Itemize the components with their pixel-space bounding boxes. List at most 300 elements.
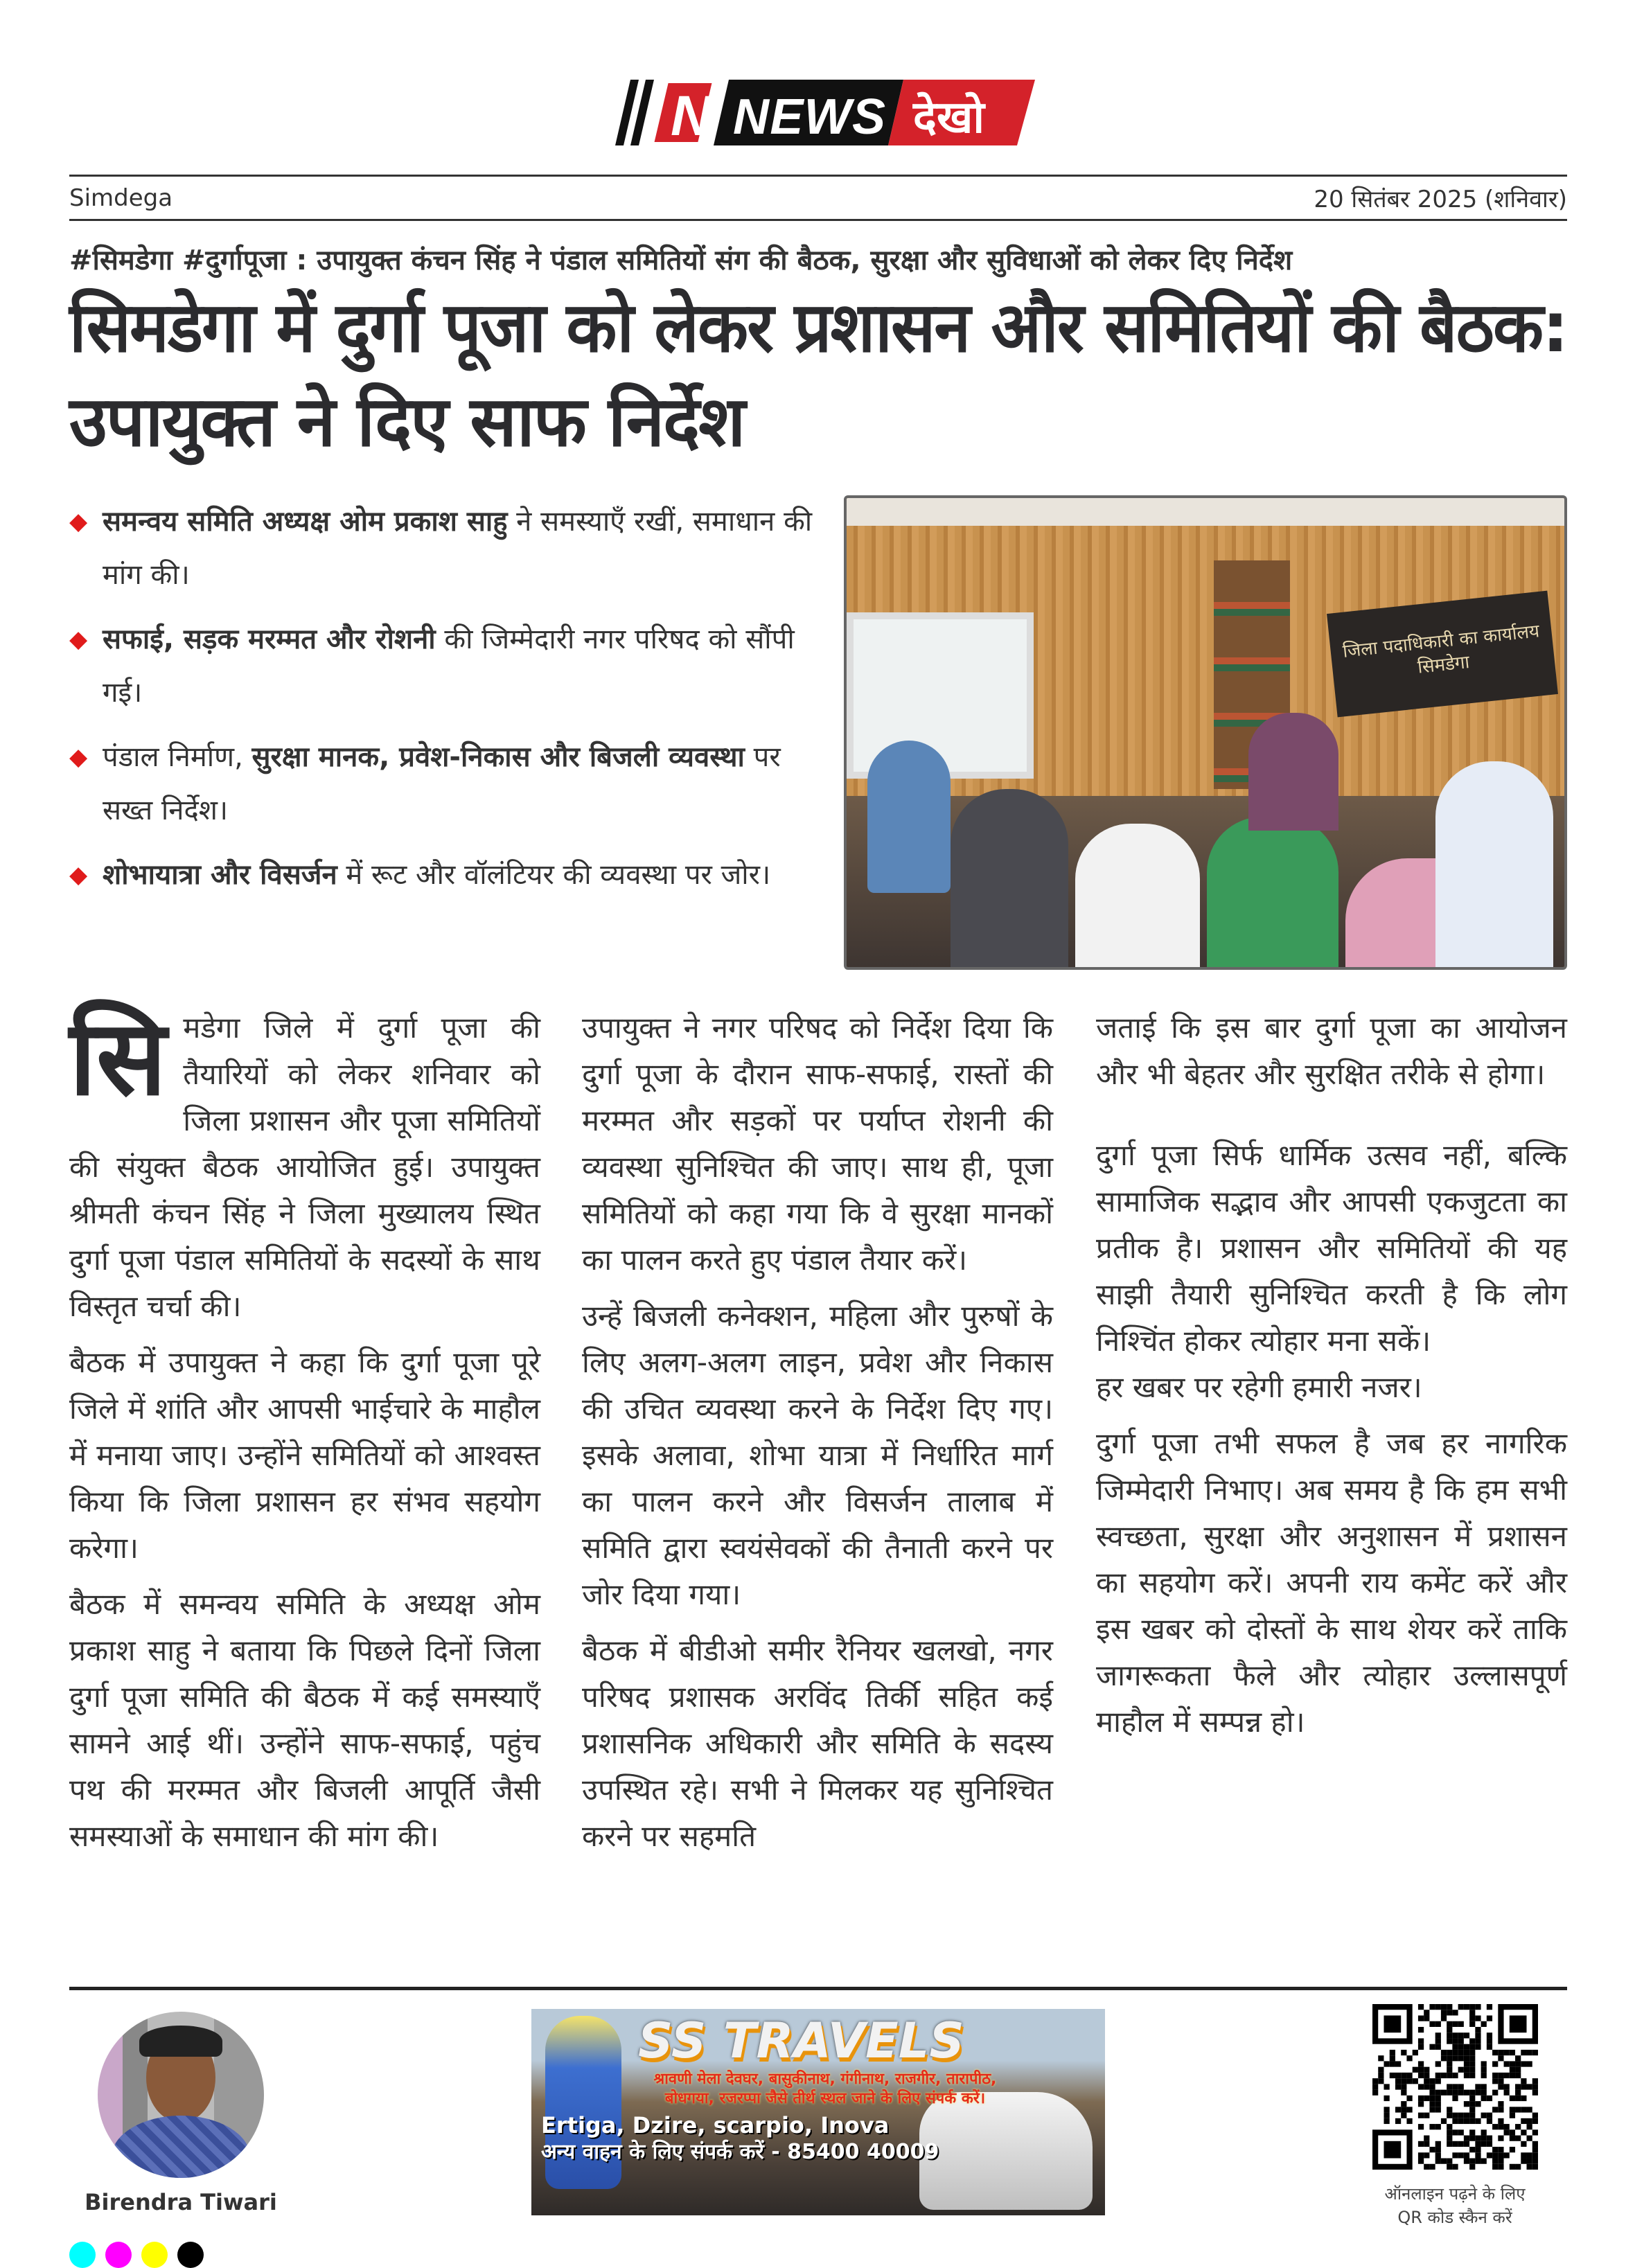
- qr-module: [1487, 2015, 1492, 2021]
- qr-module: [1458, 2067, 1464, 2073]
- qr-module: [1429, 2090, 1435, 2096]
- qr-module: [1429, 2164, 1435, 2170]
- qr-module: [1498, 2084, 1503, 2089]
- qr-module: [1498, 2118, 1503, 2124]
- qr-module: [1469, 2136, 1475, 2141]
- paragraph: बैठक में उपायुक्त ने कहा कि दुर्गा पूजा पूरे जिले में शांति और आपसी भाईचारे के माहौल में मनाया जाए। उन्होंने समितियों को आश्वस्त किया कि जिला प्रशासन हर संभव सहयोग करेगा।: [69, 1345, 540, 1565]
- qr-module: [1447, 2073, 1452, 2078]
- qr-module: [1441, 2015, 1447, 2021]
- qr-module: [1452, 2113, 1458, 2118]
- qr-module: [1504, 2129, 1510, 2135]
- qr-module: [1475, 2152, 1481, 2158]
- qr-module: [1481, 2113, 1487, 2118]
- qr-module: [1527, 2118, 1532, 2124]
- qr-module: [1441, 2073, 1447, 2078]
- qr-module: [1452, 2038, 1458, 2044]
- qr-module: [1418, 2004, 1424, 2010]
- qr-module: [1464, 2152, 1469, 2158]
- qr-module: [1429, 2084, 1435, 2089]
- qr-module: [1464, 2101, 1469, 2107]
- qr-module: [1384, 2061, 1389, 2066]
- qr-module: [1469, 2044, 1475, 2050]
- qr-module: [1492, 2050, 1498, 2055]
- qr-module: [1527, 2164, 1532, 2170]
- window: [847, 612, 1034, 779]
- qr-module: [1498, 2136, 1503, 2141]
- qr-module: [1532, 2050, 1538, 2055]
- qr-module: [1447, 2004, 1452, 2010]
- qr-module: [1452, 2055, 1458, 2061]
- qr-module: [1475, 2118, 1481, 2124]
- qr-module: [1515, 2136, 1521, 2141]
- paragraph: हर खबर पर रहेगी हमारी नजर।: [1096, 1370, 1422, 1404]
- paragraph: जताई कि इस बार दुर्गा पूजा का आयोजन और भी बेहतर और सुरक्षित तरीके से होगा।: [1096, 1011, 1567, 1091]
- qr-module: [1418, 2061, 1424, 2066]
- qr-module: [1452, 2032, 1458, 2038]
- qr-module: [1435, 2152, 1441, 2158]
- qr-module: [1492, 2124, 1498, 2129]
- qr-module: [1481, 2129, 1487, 2135]
- qr-module: [1481, 2021, 1487, 2027]
- ceiling: [847, 498, 1567, 526]
- qr-module: [1452, 2050, 1458, 2055]
- qr-module: [1469, 2038, 1475, 2044]
- qr-module: [1447, 2055, 1452, 2061]
- qr-module: [1469, 2015, 1475, 2021]
- location: Simdega: [69, 184, 173, 212]
- dateline-rule: [69, 219, 1567, 221]
- qr-module: [1435, 2021, 1441, 2027]
- qr-module: [1395, 2118, 1401, 2124]
- qr-module: [1469, 2067, 1475, 2073]
- qr-module: [1527, 2152, 1532, 2158]
- qr-module: [1481, 2136, 1487, 2141]
- qr-module: [1510, 2129, 1515, 2135]
- qr-module: [1475, 2136, 1481, 2141]
- qr-module: [1464, 2073, 1469, 2078]
- qr-module: [1469, 2061, 1475, 2066]
- qr-module: [1515, 2107, 1521, 2112]
- highlight-item: ◆ पंडाल निर्माण, सुरक्षा मानक, प्रवेश-निकास और बिजली व्यवस्था पर सख्त निर्देश।: [69, 731, 818, 838]
- qr-module: [1458, 2004, 1464, 2010]
- qr-module: [1424, 2141, 1429, 2147]
- qr-module: [1424, 2136, 1429, 2141]
- qr-module: [1424, 2015, 1429, 2021]
- qr-module: [1452, 2141, 1458, 2147]
- qr-module: [1447, 2038, 1452, 2044]
- qr-module: [1447, 2061, 1452, 2066]
- qr-module: [1521, 2084, 1526, 2089]
- qr-module: [1447, 2084, 1452, 2089]
- ad-text-stack: [531, 2009, 1105, 2170]
- qr-module: [1527, 2084, 1532, 2089]
- qr-module: [1395, 2061, 1401, 2066]
- highlight-item: ◆ समन्वय समिति अध्यक्ष ओम प्रकाश साहु ने समस्याएँ रखीं, समाधान की मांग की।: [69, 495, 818, 602]
- paragraph: बैठक में समन्वय समिति के अध्यक्ष ओम प्रकाश साहु ने बताया कि पिछले दिनों जिला दुर्गा पूजा समिति की बैठक में कई समस्याएँ सामने आई थीं। उन्होंने साफ-सफाई, पहुंच पथ की मरम्मत और बिजली आपूर्ति जैसी समस्याओं के समाधान की मांग की।: [69, 1587, 540, 1853]
- date: 20 सितंबर 2025 (शनिवार): [1314, 186, 1567, 213]
- qr-module: [1458, 2090, 1464, 2096]
- qr-module: [1429, 2021, 1435, 2027]
- office-board: जिला पदाधिकारी का कार्यालय सिमडेगा: [1327, 591, 1558, 718]
- qr-module: [1487, 2136, 1492, 2141]
- qr-module: [1435, 2061, 1441, 2066]
- qr-module: [1481, 2067, 1487, 2073]
- highlight-item: ◆ सफाई, सड़क मरम्मत और रोशनी की जिम्मेदारी नगर परिषद को सौंपी गई।: [69, 613, 818, 720]
- qr-module: [1418, 2073, 1424, 2078]
- qr-module: [1418, 2141, 1424, 2147]
- qr-module: [1532, 2113, 1538, 2118]
- qr-module: [1372, 2084, 1378, 2089]
- qr-module: [1481, 2159, 1487, 2164]
- qr-module: [1469, 2147, 1475, 2152]
- person: [867, 741, 951, 893]
- news-dekho-logo[interactable]: [601, 80, 1035, 145]
- qr-module: [1384, 2084, 1389, 2089]
- qr-caption: ऑनलाइन पढ़ने के लिए QR कोड स्कैन करें: [1384, 2184, 1526, 2227]
- logo-news-text: NEWS: [733, 89, 885, 145]
- qr-module: [1475, 2027, 1481, 2032]
- qr-module: [1458, 2129, 1464, 2135]
- qr-module: [1424, 2084, 1429, 2089]
- qr-module: [1447, 2124, 1452, 2129]
- qr-module: [1475, 2090, 1481, 2096]
- qr-module: [1504, 2124, 1510, 2129]
- qr-module: [1515, 2096, 1521, 2101]
- qr-module: [1498, 2159, 1503, 2164]
- qr-module: [1447, 2067, 1452, 2073]
- qr-module: [1469, 2010, 1475, 2015]
- qr-module: [1498, 2152, 1503, 2158]
- paragraph: उपायुक्त ने नगर परिषद को निर्देश दिया कि दुर्गा पूजा के दौरान साफ-सफाई, रास्तों की मरम्मत और सड़कों पर पर्याप्त रोशनी की व्यवस्था सुनिश्चित की जाए। साथ ही, पूजा समितियों को कहा गया कि वे सुरक्षा मानकों का पालन करते हुए पंडाल तैयार करें।: [582, 1011, 1053, 1277]
- qr-module: [1527, 2050, 1532, 2055]
- tagline: #सिमडेगा #दुर्गापूजा : उपायुक्त कंचन सिंह ने पंडाल समितियों संग की बैठक, सुरक्षा और सुविधाओं को लेकर दिए निर्देश: [69, 245, 1293, 276]
- qr-module: [1475, 2038, 1481, 2044]
- qr-module: [1532, 2078, 1538, 2084]
- highlights-list: [69, 495, 818, 913]
- qr-module: [1429, 2004, 1435, 2010]
- qr-module: [1458, 2044, 1464, 2050]
- qr-module: [1447, 2136, 1452, 2141]
- qr-module: [1475, 2159, 1481, 2164]
- qr-module: [1384, 2107, 1389, 2112]
- qr-module: [1464, 2055, 1469, 2061]
- qr-module: [1435, 2004, 1441, 2010]
- qr-module: [1401, 2113, 1406, 2118]
- qr-module: [1418, 2152, 1424, 2158]
- qr-module: [1458, 2118, 1464, 2124]
- qr-module: [1504, 2090, 1510, 2096]
- qr-code[interactable]: [1372, 2004, 1538, 2170]
- person: [1248, 713, 1338, 831]
- qr-module: [1492, 2061, 1498, 2066]
- qr-module: [1481, 2061, 1487, 2066]
- qr-module: [1401, 2101, 1406, 2107]
- qr-module: [1435, 2141, 1441, 2147]
- qr-module: [1510, 2015, 1527, 2032]
- qr-module: [1475, 2141, 1481, 2147]
- qr-module: [1435, 2032, 1441, 2038]
- qr-module: [1401, 2084, 1406, 2089]
- qr-module: [1510, 2107, 1515, 2112]
- qr-module: [1458, 2050, 1464, 2055]
- qr-module: [1452, 2164, 1458, 2170]
- qr-module: [1429, 2096, 1435, 2101]
- qr-module: [1475, 2147, 1481, 2152]
- qr-module: [1475, 2032, 1481, 2038]
- qr-module: [1475, 2044, 1481, 2050]
- qr-module: [1498, 2073, 1503, 2078]
- qr-module: [1498, 2078, 1503, 2084]
- qr-module: [1406, 2073, 1412, 2078]
- qr-module: [1435, 2159, 1441, 2164]
- ad-cars: Ertiga, Dzire, scarpio, Inova: [541, 2112, 890, 2138]
- qr-module: [1452, 2021, 1458, 2027]
- qr-module: [1510, 2147, 1515, 2152]
- qr-module: [1510, 2164, 1515, 2170]
- qr-module: [1527, 2124, 1532, 2129]
- qr-module: [1464, 2141, 1469, 2147]
- qr-module: [1521, 2078, 1526, 2084]
- qr-module: [1510, 2050, 1515, 2055]
- qr-module: [1515, 2073, 1521, 2078]
- qr-module: [1384, 2118, 1389, 2124]
- qr-module: [1413, 2067, 1418, 2073]
- qr-module: [1401, 2073, 1406, 2078]
- qr-module: [1532, 2152, 1538, 2158]
- qr-module: [1475, 2101, 1481, 2107]
- qr-module: [1510, 2073, 1515, 2078]
- qr-module: [1458, 2038, 1464, 2044]
- qr-module: [1510, 2096, 1515, 2101]
- qr-module: [1458, 2141, 1464, 2147]
- qr-module: [1481, 2141, 1487, 2147]
- qr-module: [1441, 2004, 1447, 2010]
- qr-module: [1429, 2124, 1435, 2129]
- author-avatar: [98, 2012, 264, 2178]
- qr-module: [1424, 2073, 1429, 2078]
- qr-module: [1521, 2096, 1526, 2101]
- footer-rule: [69, 1987, 1567, 1990]
- qr-module: [1498, 2107, 1503, 2112]
- qr-module: [1447, 2090, 1452, 2096]
- qr-module: [1481, 2073, 1487, 2078]
- qr-module: [1390, 2050, 1395, 2055]
- qr-module: [1447, 2010, 1452, 2015]
- qr-module: [1492, 2090, 1498, 2096]
- qr-module: [1390, 2055, 1395, 2061]
- qr-module: [1532, 2090, 1538, 2096]
- qr-module: [1492, 2078, 1498, 2084]
- person: [1075, 824, 1200, 970]
- qr-module: [1521, 2118, 1526, 2124]
- qr-module: [1447, 2050, 1452, 2055]
- qr-module: [1469, 2004, 1475, 2010]
- paragraph: दुर्गा पूजा तभी सफल है जब हर नागरिक जिम्मेदारी निभाए। अब समय है कि हम सभी स्वच्छता, सुरक्षा और अनुशासन में प्रशासन का सहयोग करें। अपनी राय कमेंट करें और इस खबर को दोस्तों के साथ शेयर करें ताकि जागरूकता फैले और त्योहार उल्लासपूर्ण माहौल में सम्पन्न हो।: [1096, 1426, 1567, 1739]
- qr-module: [1464, 2090, 1469, 2096]
- qr-module: [1521, 2152, 1526, 2158]
- qr-module: [1469, 2164, 1475, 2170]
- highlight-item: ◆ शोभायात्रा और विसर्जन में रूट और वॉलंटियर की व्यवस्था पर जोर।: [69, 849, 818, 902]
- qr-module: [1447, 2021, 1452, 2027]
- qr-module: [1498, 2055, 1503, 2061]
- qr-module: [1441, 2118, 1447, 2124]
- paragraph: उन्हें बिजली कनेक्शन, महिला और पुरुषों के लिए अलग-अलग लाइन, प्रवेश और निकास की उचित व्यवस्था करने के निर्देश दिए गए। इसके अलावा, शोभा यात्रा में निर्धारित मार्ग का पालन करने और विसर्जन तालाब में समिति द्वारा स्वयंसेवकों की तैनाती करने पर जोर दिया गया।: [582, 1299, 1053, 1611]
- qr-module: [1452, 2073, 1458, 2078]
- qr-module: [1372, 2078, 1378, 2084]
- qr-module: [1435, 2078, 1441, 2084]
- qr-module: [1452, 2044, 1458, 2050]
- qr-module: [1418, 2027, 1424, 2032]
- qr-module: [1532, 2129, 1538, 2135]
- qr-module: [1447, 2027, 1452, 2032]
- qr-module: [1447, 2032, 1452, 2038]
- qr-module: [1498, 2147, 1503, 2152]
- qr-module: [1458, 2055, 1464, 2061]
- top-rule: [69, 175, 1567, 177]
- qr-module: [1498, 2164, 1503, 2170]
- paragraph: दुर्गा पूजा सिर्फ धार्मिक उत्सव नहीं, बल्कि सामाजिक सद्भाव और आपसी एकजुटता का प्रतीक है। प्रशासन और समितियों की यह साझी तैयारी सुनिश्चित करती है कि लोग निश्चिंत होकर त्योहार मना सकें।: [1096, 1138, 1567, 1358]
- qr-module: [1435, 2044, 1441, 2050]
- qr-module: [1447, 2107, 1452, 2112]
- qr-module: [1469, 2096, 1475, 2101]
- qr-module: [1378, 2067, 1384, 2073]
- qr-module: [1413, 2050, 1418, 2055]
- qr-module: [1447, 2164, 1452, 2170]
- qr-module: [1464, 2061, 1469, 2066]
- qr-module: [1504, 2084, 1510, 2089]
- qr-module: [1378, 2073, 1384, 2078]
- qr-module: [1504, 2050, 1510, 2055]
- qr-module: [1510, 2113, 1515, 2118]
- qr-module: [1532, 2164, 1538, 2170]
- qr-module: [1481, 2084, 1487, 2089]
- qr-module: [1464, 2136, 1469, 2141]
- qr-module: [1469, 2073, 1475, 2078]
- qr-module: [1492, 2107, 1498, 2112]
- qr-module: [1458, 2084, 1464, 2089]
- qr-module: [1418, 2015, 1424, 2021]
- qr-module: [1504, 2152, 1510, 2158]
- qr-module: [1481, 2096, 1487, 2101]
- qr-module: [1452, 2129, 1458, 2135]
- qr-module: [1515, 2055, 1521, 2061]
- qr-module: [1378, 2055, 1384, 2061]
- qr-module: [1424, 2152, 1429, 2158]
- qr-module: [1532, 2084, 1538, 2089]
- qr-module: [1464, 2050, 1469, 2055]
- qr-module: [1464, 2032, 1469, 2038]
- qr-module: [1458, 2032, 1464, 2038]
- qr-module: [1395, 2107, 1401, 2112]
- ss-travels-ad[interactable]: [531, 2009, 1105, 2215]
- qr-module: [1487, 2004, 1492, 2010]
- article-column-2: [582, 1004, 1053, 1869]
- qr-module: [1487, 2141, 1492, 2147]
- qr-module: [1487, 2096, 1492, 2101]
- qr-module: [1515, 2084, 1521, 2089]
- qr-module: [1527, 2159, 1532, 2164]
- person: [1207, 817, 1338, 970]
- qr-module: [1469, 2129, 1475, 2135]
- qr-module: [1447, 2113, 1452, 2118]
- qr-module: [1532, 2147, 1538, 2152]
- qr-module: [1424, 2010, 1429, 2015]
- qr-module: [1487, 2118, 1492, 2124]
- headline-line-1: सिमडेगा में दुर्गा पूजा को लेकर प्रशासन और समितियों की बैठक:: [69, 287, 1568, 368]
- qr-module: [1406, 2118, 1412, 2124]
- qr-module: [1469, 2021, 1475, 2027]
- qr-module: [1418, 2038, 1424, 2044]
- author-name: Birendra Tiwari: [85, 2189, 277, 2215]
- qr-module: [1464, 2159, 1469, 2164]
- qr-module: [1395, 2078, 1401, 2084]
- qr-module: [1390, 2061, 1395, 2066]
- qr-module: [1372, 2090, 1378, 2096]
- qr-module: [1441, 2010, 1447, 2015]
- qr-module: [1435, 2147, 1441, 2152]
- qr-module: [1515, 2090, 1521, 2096]
- qr-module: [1424, 2067, 1429, 2073]
- qr-module: [1515, 2164, 1521, 2170]
- qr-module: [1527, 2107, 1532, 2112]
- qr-module: [1498, 2101, 1503, 2107]
- qr-module: [1429, 2078, 1435, 2084]
- qr-module: [1413, 2078, 1418, 2084]
- red-diamond-icon: ◆: [69, 626, 88, 653]
- qr-code-graphic: [1372, 2004, 1538, 2170]
- qr-module: [1401, 2078, 1406, 2084]
- qr-module: [1464, 2113, 1469, 2118]
- qr-module: [1532, 2118, 1538, 2124]
- qr-module: [1475, 2015, 1481, 2021]
- qr-module: [1458, 2113, 1464, 2118]
- qr-module: [1510, 2136, 1515, 2141]
- qr-module: [1504, 2061, 1510, 2066]
- qr-module: [1469, 2101, 1475, 2107]
- qr-module: [1469, 2118, 1475, 2124]
- qr-module: [1492, 2073, 1498, 2078]
- qr-module: [1384, 2015, 1401, 2032]
- person: [951, 789, 1068, 969]
- qr-module: [1487, 2032, 1492, 2038]
- qr-module: [1441, 2090, 1447, 2096]
- qr-module: [1401, 2107, 1406, 2112]
- qr-module: [1492, 2159, 1498, 2164]
- qr-module: [1469, 2090, 1475, 2096]
- qr-module: [1447, 2129, 1452, 2135]
- qr-module: [1429, 2044, 1435, 2050]
- logo-letter: N: [671, 85, 712, 145]
- qr-module: [1521, 2050, 1526, 2055]
- logo-graphic: [601, 80, 1035, 145]
- qr-module: [1447, 2159, 1452, 2164]
- qr-module: [1452, 2010, 1458, 2015]
- qr-module: [1424, 2113, 1429, 2118]
- qr-module: [1527, 2136, 1532, 2141]
- qr-module: [1475, 2004, 1481, 2010]
- article-column-3: [1096, 1004, 1567, 1755]
- qr-module: [1521, 2159, 1526, 2164]
- qr-module: [1452, 2118, 1458, 2124]
- meeting-photo[interactable]: [844, 495, 1567, 970]
- qr-module: [1504, 2073, 1510, 2078]
- qr-module: [1435, 2124, 1441, 2129]
- qr-module: [1418, 2044, 1424, 2050]
- qr-module: [1464, 2044, 1469, 2050]
- headline-line-2: उपायुक्त ने दिए साफ निर्देश: [69, 381, 745, 462]
- qr-module: [1435, 2107, 1441, 2112]
- qr-module: [1406, 2107, 1412, 2112]
